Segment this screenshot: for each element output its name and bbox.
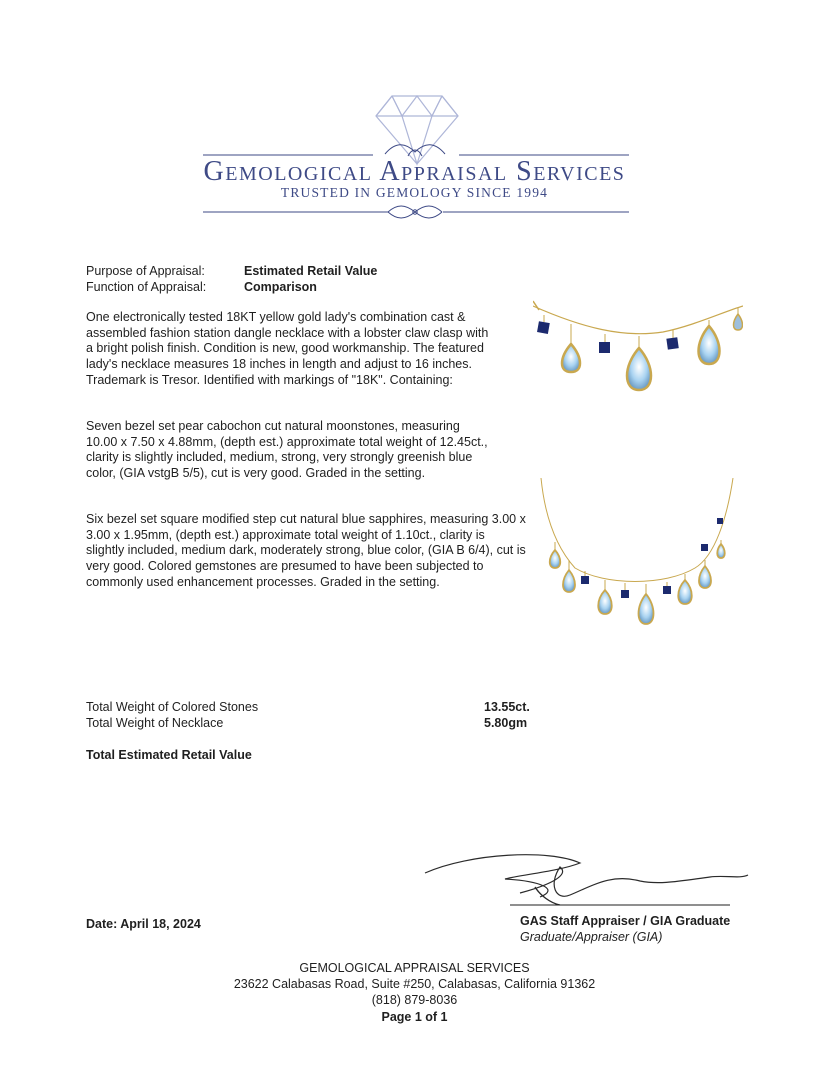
total-necklace-label: Total Weight of Necklace: [86, 716, 224, 730]
page-number: Page 1 of 1: [381, 1010, 448, 1024]
purpose-value: Estimated Retail Value: [244, 264, 378, 278]
footer-address: 23622 Calabasas Road, Suite #250, Calabasas, California 91362: [233, 977, 596, 991]
top-flourish-icon: [380, 140, 450, 162]
company-tagline: TRUSTED IN GEMOLOGY SINCE 1994: [280, 185, 549, 200]
function-label: Function of Appraisal:: [86, 280, 207, 294]
appraiser-subtitle: Graduate/Appraiser (GIA): [520, 930, 663, 944]
total-stones-value: 13.55ct.: [484, 700, 530, 714]
footer-company: GEMOLOGICAL APPRAISAL SERVICES: [299, 961, 530, 975]
appraiser-title: GAS Staff Appraiser / GIA Graduate: [520, 914, 731, 928]
appraiser-signature-icon: [410, 845, 750, 915]
necklace-full-photo: [535, 478, 745, 636]
total-necklace-value: 5.80gm: [484, 716, 528, 730]
function-value: Comparison: [244, 280, 317, 294]
footer-phone: (818) 879-8036: [371, 993, 458, 1007]
total-retail-label: Total Estimated Retail Value: [86, 748, 252, 762]
necklace-closeup-photo: [533, 298, 743, 398]
description-paragraph-moonstones: Seven bezel set pear cabochon cut natural moonstones, measuring 10.00 x 7.50 x 4.88mm, (depth est.) approximate total weight of 12.45ct., clarity is slightly included, medium, strong, very strongly greenish blue color, (GIA vstgB 5/5), cut is very good. Graded in the setting.: [86, 419, 488, 481]
total-stones-label: Total Weight of Colored Stones: [86, 700, 259, 714]
bottom-flourish-icon: [385, 202, 445, 222]
company-brand-title: Gemological Appraisal Services: [203, 156, 626, 187]
description-paragraph-necklace: One electronically tested 18KT yellow gold lady's combination cast & assembled fashion station dangle necklace with a lobster claw clasp with a bright polish finish. Condition is new, good workmanship. The featured lady's necklace measures 18 inches in length and adjust to 16 inches. Trademark is Tresor. Identified with markings of "18K". Containing:: [86, 310, 489, 387]
appraisal-date: Date: April 18, 2024: [86, 917, 201, 931]
purpose-label: Purpose of Appraisal:: [86, 264, 205, 278]
description-paragraph-sapphires: Six bezel set square modified step cut natural blue sapphires, measuring 3.00 x 3.00 x 1.95mm, (depth est.) approximate total weight of 1.10ct., clarity is slightly included, medium dark, moderately strong, blue color, (GIA B 6/4), cut is very good. Colored gemstones are presumed to have been subjected to commonly used enhancement processes. Graded in the setting.: [86, 512, 526, 589]
